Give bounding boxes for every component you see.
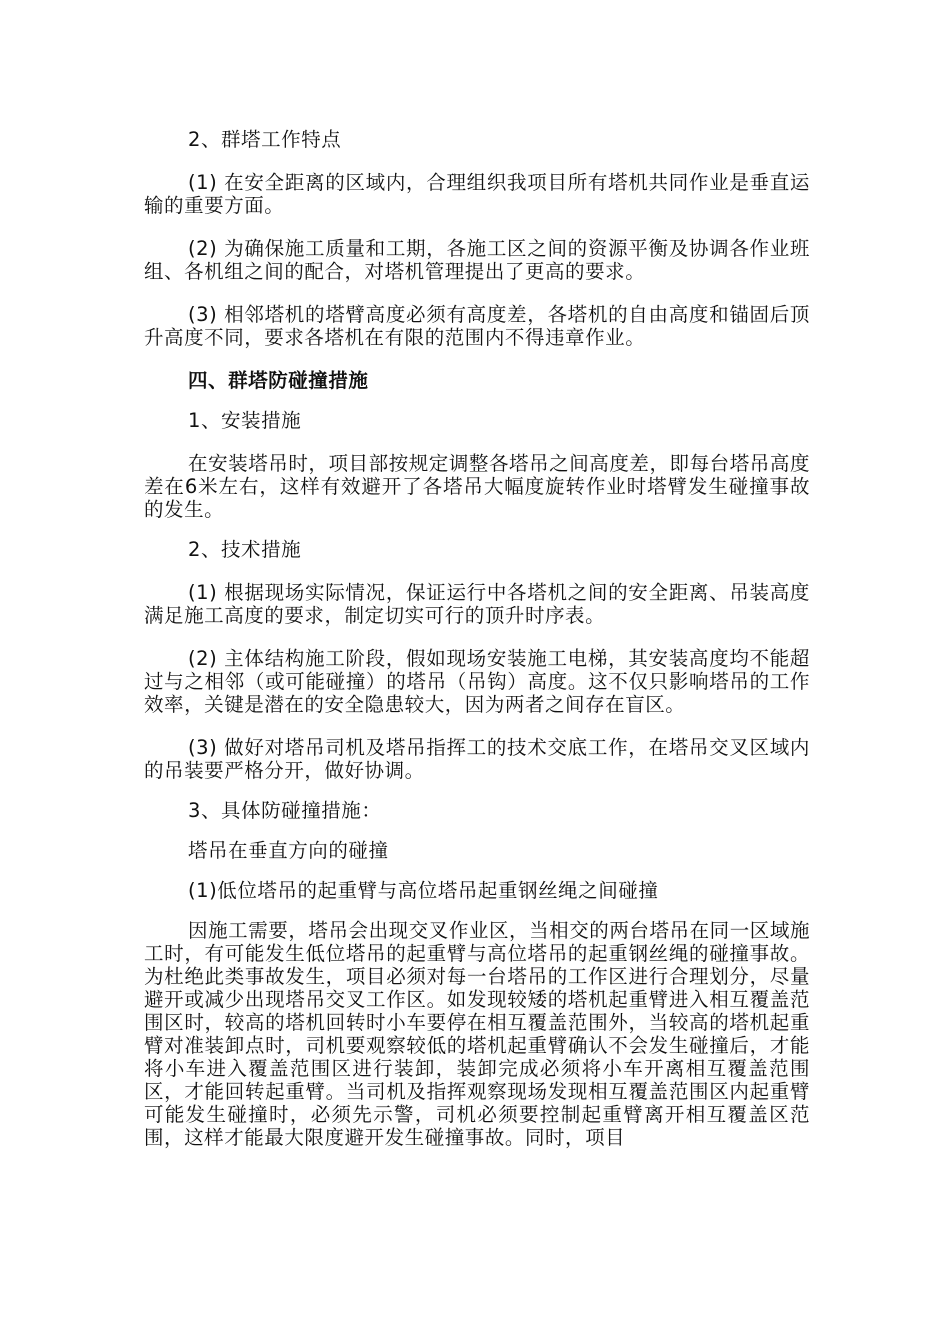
paragraph-item-3: (3) 相邻塔机的塔臂高度必须有高度差，各塔机的自由高度和锚固后顶升高度不同，要求各塔机在有限的范围内不得违章作业。 (144, 303, 810, 349)
section-heading-anti-collision: 四、群塔防碰撞措施 (188, 369, 369, 392)
subheading-low-tower-collision: (1)低位塔吊的起重臂与高位塔吊起重钢丝绳之间碰撞 (188, 879, 659, 902)
paragraph-technical-2: (2) 主体结构施工阶段，假如现场安装施工电梯，其安装高度均不能超过与之相邻（或可能碰撞）的塔吊（吊钩）高度。这不仅只影响塔吊的工作效率，关键是潜在的安全隐患较大，因为两者之间存在盲区。 (144, 647, 810, 716)
subheading-specific-measures: 3、具体防碰撞措施： (188, 799, 382, 822)
paragraph-item-1: (1) 在安全距离的区域内，合理组织我项目所有塔机共同作业是垂直运输的重要方面。 (144, 171, 810, 217)
paragraph-technical-1: (1) 根据现场实际情况，保证运行中各塔机之间的安全距离、吊装高度满足施工高度的要求，制定切实可行的顶升时序表。 (144, 581, 810, 627)
document-body (144, 118, 810, 1149)
paragraph-installation: 在安装塔吊时，项目部按规定调整各塔吊之间高度差，即每台塔吊高度差在6米左右，这样有效避开了各塔吊大幅度旋转作业时塔臂发生碰撞事故的发生。 (144, 452, 810, 521)
paragraph-item-2: (2) 为确保施工质量和工期，各施工区之间的资源平衡及协调各作业班组、各机组之间的配合，对塔机管理提出了更高的要求。 (144, 237, 810, 283)
subheading-technical-measures: 2、技术措施 (188, 538, 302, 561)
subheading-vertical-collision: 塔吊在垂直方向的碰撞 (188, 839, 389, 862)
subheading-installation-measures: 1、安装措施 (188, 409, 302, 432)
paragraph-collision-details: 因施工需要，塔吊会出现交叉作业区，当相交的两台塔吊在同一区域施工时，有可能发生低位塔吊的起重臂与高位塔吊的起重钢丝绳的碰撞事故。为杜绝此类事故发生，项目必须对每一台塔吊的工作区进行合理划分，尽量避开或减少出现塔吊交叉工作区。如发现较矮的塔机起重臂进入相互覆盖范围区时，较高的塔机回转时小车要停在相互覆盖范围外，当较高的塔机起重臂对准装卸点时，司机要观察较低的塔机起重臂确认不会发生碰撞后，才能将小车进入覆盖范围区进行装卸，装卸完成必须将小车开离相互覆盖范围区，才能回转起重臂。当司机及指挥观察现场发现相互覆盖范围区内起重臂可能发生碰撞时，必须先示警，司机必须要控制起重臂离开相互覆盖区范围，这样才能最大限度避开发生碰撞事故。同时，项目 (144, 919, 810, 1149)
section-heading-group-tower-features: 2、群塔工作特点 (188, 128, 342, 151)
paragraph-technical-3: (3) 做好对塔吊司机及塔吊指挥工的技术交底工作，在塔吊交叉区域内的吊装要严格分开，做好协调。 (144, 736, 810, 782)
